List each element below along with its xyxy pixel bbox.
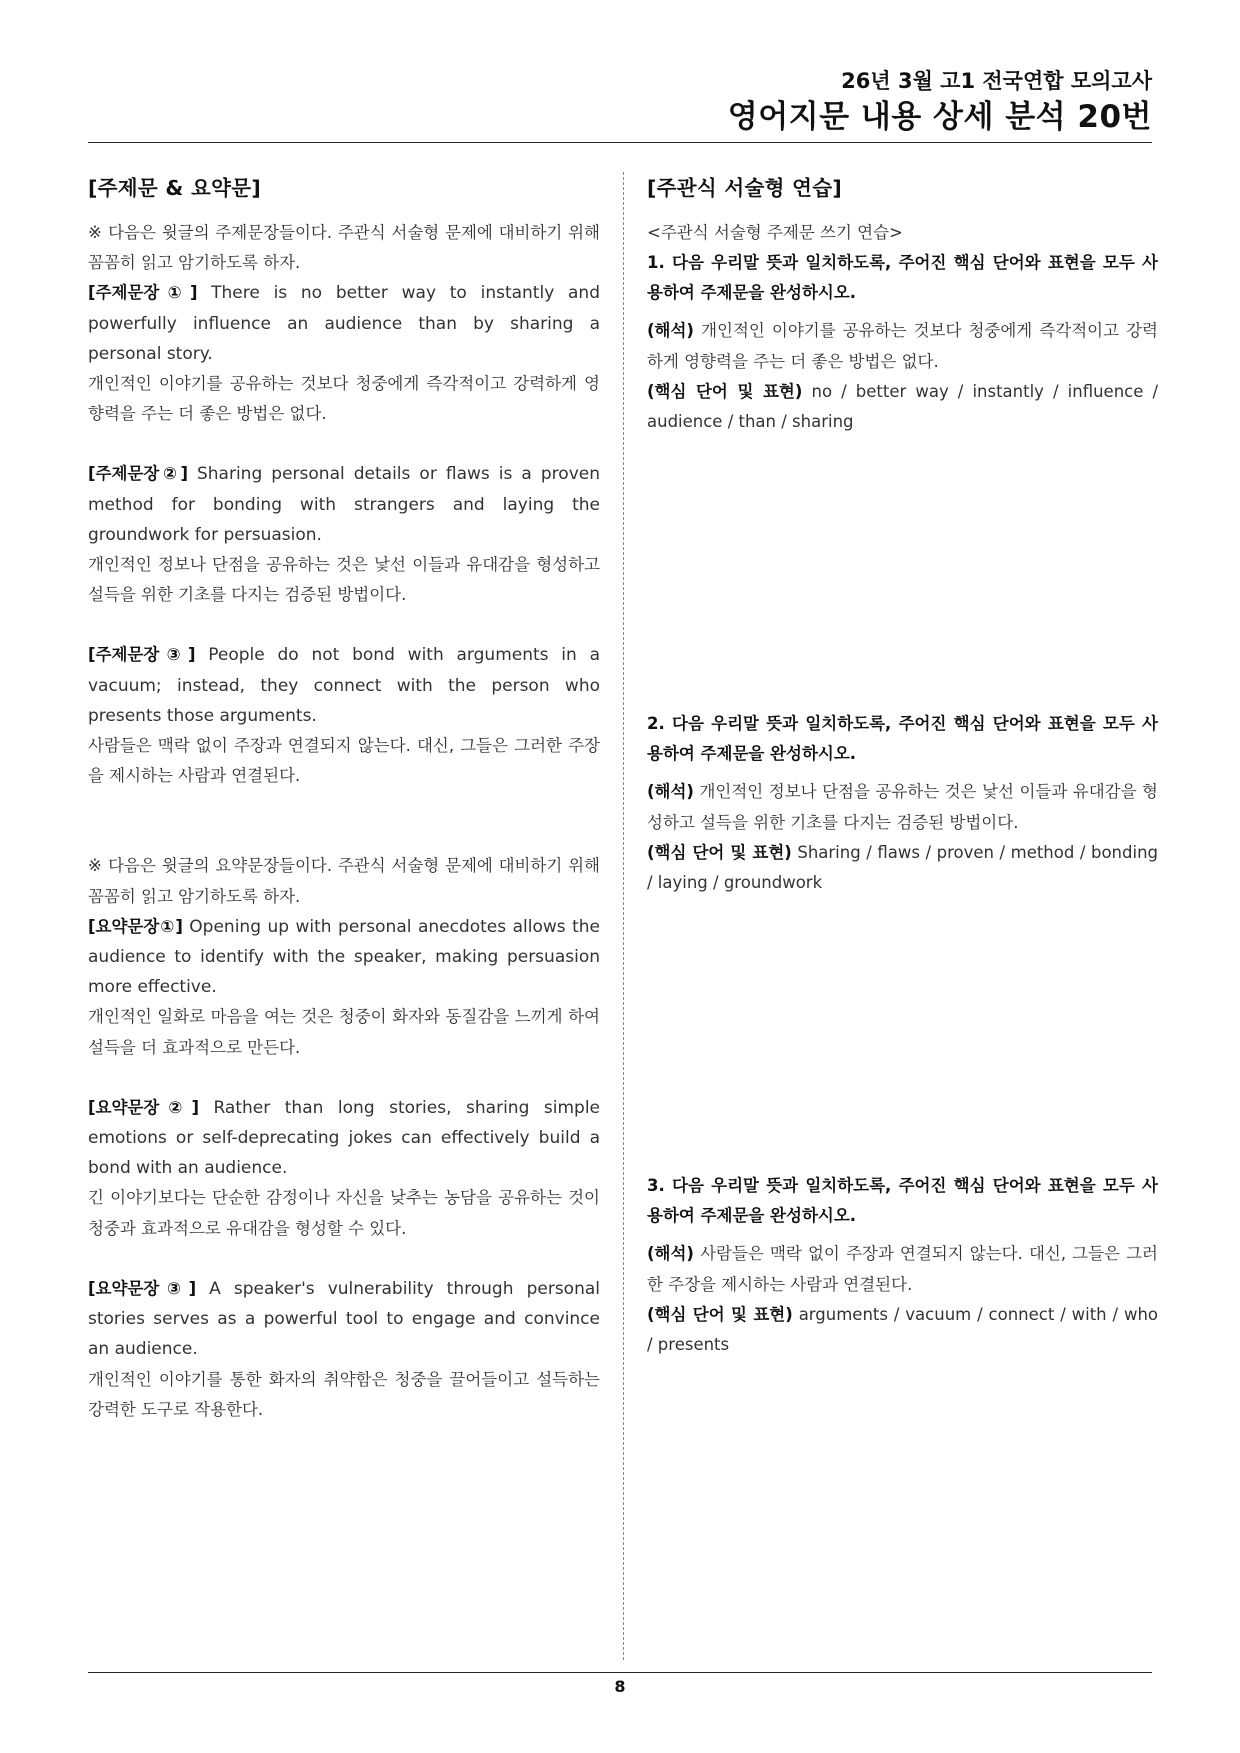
summary-en-3: A speaker's vulnerability through personal stories serves as a powerful tool to engage and convince an audience. xyxy=(88,1278,600,1360)
topic-en-3: People do not bond with arguments in a vacuum; instead, they connect with the person who presents those arguments. xyxy=(88,645,601,726)
page-number: 8 xyxy=(614,1677,626,1696)
summary-en-1: Opening up with personal anecdotes allows the audience to identify with the speaker, making persuasion more effective. xyxy=(88,916,601,998)
question-1 xyxy=(647,248,1158,437)
left-column xyxy=(88,172,600,1455)
question-3-interp: 사람들은 맥락 없이 주장과 연결되지 않는다. 대신, 그들은 그러한 주장을 제시하는 사람과 연결된다. xyxy=(647,1244,1158,1294)
keys-label: (핵심 단어 및 표현) xyxy=(647,381,803,401)
right-column xyxy=(647,172,1159,1355)
summary-label-2: [요약문장②] xyxy=(88,1097,200,1117)
question-3-title: 3. 다음 우리말 뜻과 일치하도록, 주어진 핵심 단어와 표현을 모두 사용하여 주제문을 완성하시오. xyxy=(647,1176,1158,1226)
summary-intro: ※ 다음은 윗글의 요약문장들이다. 주관식 서술형 문제에 대비하기 위해 꼼꼼히 읽고 암기하도록 하자. xyxy=(88,856,600,906)
question-1-keys: no / better way / instantly / influence / audience / than / sharing xyxy=(647,381,1159,432)
question-2 xyxy=(647,709,1158,898)
footer-rule xyxy=(88,1672,1152,1673)
interp-label: (해석) xyxy=(647,1244,694,1264)
topic-label-1: [주제문장①] xyxy=(88,283,198,303)
topic-sentence-2 xyxy=(88,459,600,610)
summary-label-1: [요약문장①] xyxy=(88,916,183,936)
keys-label: (핵심 단어 및 표현) xyxy=(647,842,792,862)
question-1-title: 1. 다음 우리말 뜻과 일치하도록, 주어진 핵심 단어와 표현을 모두 사용하여 주제문을 완성하시오. xyxy=(647,253,1158,303)
summary-ko-1: 개인적인 일화로 마음을 여는 것은 청중이 화자와 동질감을 느끼게 하여 설득을 더 효과적으로 만든다. xyxy=(88,1007,600,1057)
summary-sentence-1 xyxy=(88,912,600,1063)
summary-sentence-2 xyxy=(88,1093,600,1244)
practice-subheading: <주관식 서술형 주제문 쓰기 연습> xyxy=(647,223,903,242)
column-divider xyxy=(623,172,624,1660)
summary-label-3: [요약문장③] xyxy=(88,1278,197,1298)
question-2-interp: 개인적인 정보나 단점을 공유하는 것은 낯선 이들과 유대감을 형성하고 설득을 위한 기초를 다지는 검증된 방법이다. xyxy=(647,782,1158,832)
summary-en-2: Rather than long stories, sharing simple emotions or self-deprecating jokes can effectively build a bond with an audience. xyxy=(88,1097,601,1179)
interp-label: (해석) xyxy=(647,321,694,341)
question-2-keys: Sharing / flaws / proven / method / bonding / laying / groundwork xyxy=(647,842,1159,893)
question-3 xyxy=(647,1171,1158,1360)
topic-sentence-1 xyxy=(88,278,600,429)
topic-label-3: [주제문장③] xyxy=(88,645,196,665)
topic-summary-title: [주제문 & 요약문] xyxy=(88,176,262,200)
topic-en-1: There is no better way to instantly and powerfully influence an audience than by sharing a personal story. xyxy=(88,283,600,364)
topic-intro: ※ 다음은 윗글의 주제문장들이다. 주관식 서술형 문제에 대비하기 위해 꼼꼼히 읽고 암기하도록 하자. xyxy=(88,223,600,273)
header-subtitle: 26년 3월 고1 전국연합 모의고사 xyxy=(841,69,1152,93)
question-1-interp: 개인적인 이야기를 공유하는 것보다 청중에게 즉각적이고 강력하게 영향력을 주는 더 좋은 방법은 없다. xyxy=(647,321,1158,371)
header-rule xyxy=(88,142,1152,143)
document-header xyxy=(728,66,1152,138)
keys-label: (핵심 단어 및 표현) xyxy=(647,1304,793,1324)
question-2-title: 2. 다음 우리말 뜻과 일치하도록, 주어진 핵심 단어와 표현을 모두 사용하여 주제문을 완성하시오. xyxy=(647,714,1158,764)
practice-title: [주관식 서술형 연습] xyxy=(647,176,843,200)
topic-ko-1: 개인적인 이야기를 공유하는 것보다 청중에게 즉각적이고 강력하게 영향력을 주는 더 좋은 방법은 없다. xyxy=(88,374,600,424)
interp-label: (해석) xyxy=(647,782,694,802)
question-3-keys: arguments / vacuum / connect / with / who / presents xyxy=(647,1304,1159,1355)
header-title: 영어지문 내용 상세 분석 20번 xyxy=(727,99,1152,135)
topic-ko-3: 사람들은 맥락 없이 주장과 연결되지 않는다. 대신, 그들은 그러한 주장을 제시하는 사람과 연결된다. xyxy=(88,736,600,786)
topic-label-2: [주제문장②] xyxy=(88,464,189,484)
topic-ko-2: 개인적인 정보나 단점을 공유하는 것은 낯선 이들과 유대감을 형성하고 설득을 위한 기초를 다지는 검증된 방법이다. xyxy=(88,555,600,605)
summary-sentence-3 xyxy=(88,1274,600,1425)
topic-sentence-3 xyxy=(88,640,600,791)
summary-ko-2: 긴 이야기보다는 단순한 감정이나 자신을 낮추는 농담을 공유하는 것이 청중과 효과적으로 유대감을 형성할 수 있다. xyxy=(88,1188,600,1238)
summary-ko-3: 개인적인 이야기를 통한 화자의 취약함은 청중을 끌어들이고 설득하는 강력한 도구로 작용한다. xyxy=(88,1369,600,1419)
topic-en-2: Sharing personal details or flaws is a proven method for bonding with strangers and laying the groundwork for persuasion. xyxy=(88,464,600,545)
